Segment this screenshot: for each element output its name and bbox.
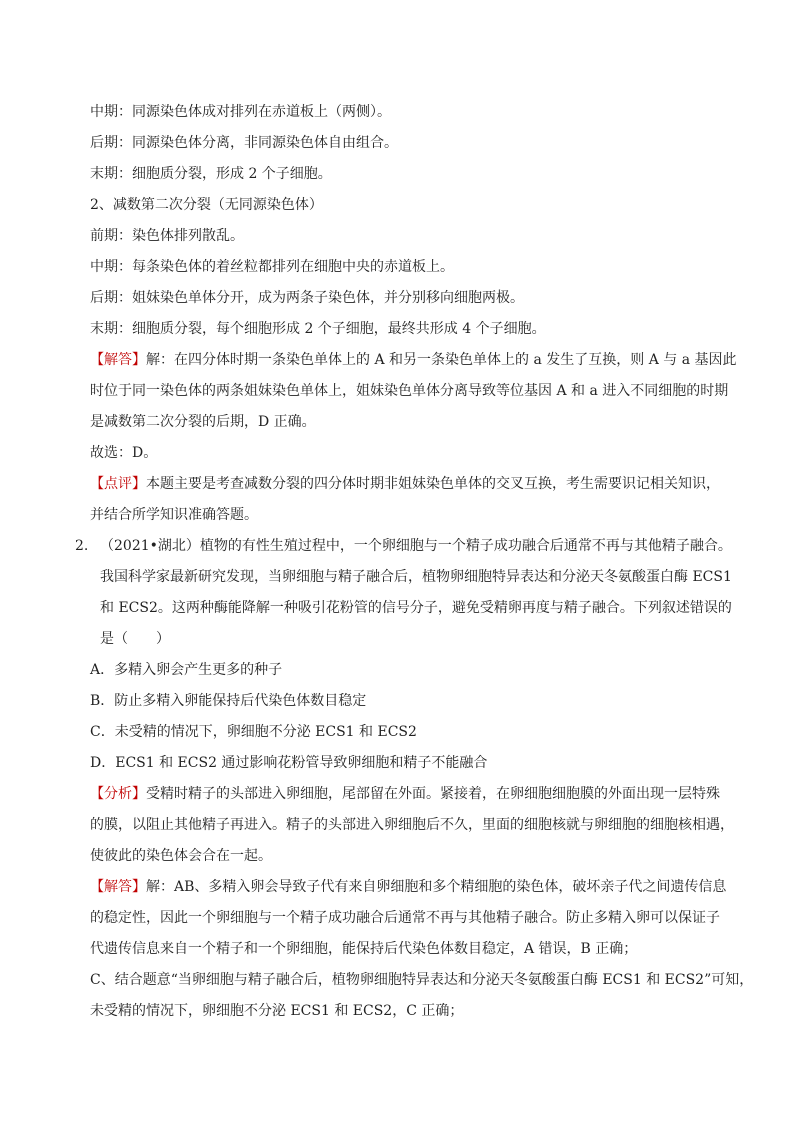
text-line: 后期：姐妹染色单体分开，成为两条子染色体，并分别移向细胞两极。 xyxy=(90,290,524,306)
answer-text: 的稳定性，因此一个卵细胞与一个精子成功融合后通常不再与其他精子融合。防止多精入卵可以保证子 xyxy=(90,910,720,926)
comment-text: 本题主要是考查减数分裂的四分体时期非姐妹染色单体的交叉互换，考生需要识记相关知识， xyxy=(146,476,720,492)
answer-paragraph xyxy=(90,877,726,897)
text-line: 中期：每条染色体的着丝粒都排列在细胞中央的赤道板上。 xyxy=(90,259,454,275)
text-line: 前期：染色体排列散乱。 xyxy=(90,228,244,244)
option-a: A．多精入卵会产生更多的种子 xyxy=(90,662,283,678)
answer-text: C、结合题意“当卵细胞与精子融合后，植物卵细胞特异表达和分泌天冬氨酸蛋白酶 ECS1 和 ECS2”可知， xyxy=(90,972,754,988)
comment-text: 并结合所学知识准确答题。 xyxy=(90,507,258,523)
analysis-text: 的膜，以阻止其他精子再进入。精子的头部进入卵细胞后不久，里面的细胞核就与卵细胞的细胞核相遇， xyxy=(90,817,734,833)
analysis-text: 使彼此的染色体会合在一起。 xyxy=(90,848,272,864)
question-stem: 我国科学家最新研究发现，当卵细胞与精子融合后，植物卵细胞特异表达和分泌天冬氨酸蛋白酶 ECS1 xyxy=(100,569,732,585)
comment-paragraph xyxy=(90,474,720,494)
analysis-text: 受精时精子的头部进入卵细胞，尾部留在外面。紧接着，在卵细胞细胞膜的外面出现一层特殊 xyxy=(146,786,720,802)
sub-heading: 2、减数第二次分裂（无同源染色体） xyxy=(90,197,323,213)
text-line: 后期：同源染色体分离，非同源染色体自由组合。 xyxy=(90,135,398,151)
question-number: 2. xyxy=(75,538,89,554)
option-d: D．ECS1 和 ECS2 通过影响花粉管导致卵细胞和精子不能融合 xyxy=(90,755,488,771)
question-stem: 是（ ） xyxy=(100,631,170,647)
analysis-tag: 【分析】 xyxy=(90,786,146,802)
answer-text: 时位于同一染色体的两条姐妹染色单体上，姐妹染色单体分离导致等位基因 A 和 a 进入不同细胞的时期 xyxy=(90,383,729,399)
option-c: C．未受精的情况下，卵细胞不分泌 ECS1 和 ECS2 xyxy=(90,724,417,740)
choice-line: 故选：D。 xyxy=(90,445,158,461)
text-line: 末期：细胞质分裂，形成 2 个子细胞。 xyxy=(90,166,332,182)
comment-tag: 【点评】 xyxy=(90,476,146,492)
question-stem: （2021•湖北）植物的有性生殖过程中，一个卵细胞与一个精子成功融合后通常不再与其他精子融合。 xyxy=(100,538,732,554)
option-b: B．防止多精入卵能保持后代染色体数目稳定 xyxy=(90,693,367,709)
answer-text: 解：在四分体时期一条染色单体上的 A 和另一条染色单体上的 a 发生了互换，则 A 与 a 基因此 xyxy=(146,352,737,368)
text-line: 中期：同源染色体成对排列在赤道板上（两侧）。 xyxy=(90,104,391,120)
analysis-paragraph xyxy=(90,784,720,804)
answer-text: 解：AB、多精入卵会导致子代有来自卵细胞和多个精细胞的染色体，破坏亲子代之间遗传信息 xyxy=(146,879,727,895)
answer-text: 是减数第二次分裂的后期，D 正确。 xyxy=(90,414,316,430)
answer-paragraph xyxy=(90,350,737,370)
text-line: 末期：细胞质分裂，每个细胞形成 2 个子细胞，最终共形成 4 个子细胞。 xyxy=(90,321,546,337)
answer-tag: 【解答】 xyxy=(90,352,146,368)
answer-text: 代遗传信息来自一个精子和一个卵细胞，能保持后代染色体数目稳定，A 错误，B 正确； xyxy=(90,941,638,957)
answer-text: 未受精的情况下，卵细胞不分泌 ECS1 和 ECS2，C 正确； xyxy=(90,1003,464,1019)
answer-tag: 【解答】 xyxy=(90,879,146,895)
question-stem: 和 ECS2。这两种酶能降解一种吸引花粉管的信号分子，避免受精卵再度与精子融合。下列叙述错误的 xyxy=(100,600,732,616)
